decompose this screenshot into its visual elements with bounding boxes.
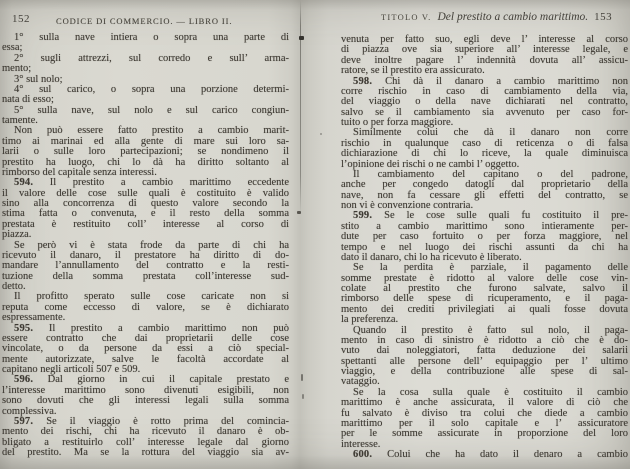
text-line: ratore, se il prestito era assicurato.: [341, 65, 485, 77]
text-line: spettanti alle persone dell’ equipaggio per l’ ultimo: [341, 355, 628, 367]
text-line: Similmente colui che dà il danaro non corre: [353, 127, 628, 139]
text-line: tuito o per forza maggiore.: [341, 117, 454, 128]
text-line: vuto dai noleggiatori, fatta deduzione dei salarii: [341, 345, 628, 357]
text-line: fu salvato è diviso tra colui che diede a cambio: [341, 407, 628, 419]
text-line: mento;: [2, 63, 32, 75]
text-line: mento in caso di sinistro è ridotto a ciò che è do-: [341, 334, 628, 346]
text-line: sono dovuti che gli interessi legali sulla somma: [2, 395, 289, 407]
text-line: mente autorizzate, salve le facoltà accordate al: [2, 353, 289, 365]
text-line: deve inoltre pagare l’ indennità dovuta all’ assicu-: [341, 54, 628, 66]
text-line: di piazza ove sia superiore all’ interesse legale, e: [341, 44, 628, 56]
text-line: 595. Il prestito a cambio marittimo non può: [14, 322, 289, 334]
text-line: espressamente.: [2, 312, 66, 324]
running-header-titolo: TITOLO V.: [381, 12, 432, 22]
text-line: interesse.: [341, 438, 381, 450]
text-line: stito a cambio marittimo sono intieramente per-: [341, 220, 628, 232]
text-line: 2° sugli attrezzi, sul corredo e sull’ arma-: [14, 52, 289, 64]
text-line: tamente.: [2, 115, 38, 126]
text-line: per le somme assicurate in proporzione del loro: [341, 428, 628, 440]
text-line: non vi è convenzione contraria.: [341, 200, 474, 211]
text-line: stima fatta o convenuta, e il resto della somma: [2, 208, 289, 220]
text-line: prestito ha luogo, chi lo dà ha diritto soltanto al: [2, 156, 289, 168]
scan-artifact: [297, 211, 301, 214]
page-body-right: [341, 35, 628, 460]
scan-artifact: [302, 394, 304, 399]
page-left: [0, 0, 297, 469]
text-line: l’interesse marittimo sono divenuti esigibili, non: [2, 384, 289, 396]
text-line: detto.: [2, 281, 26, 292]
text-line: del prestito. Ma se la rottura del viaggio sia av-: [2, 447, 289, 458]
page-body-left: [2, 33, 289, 458]
running-header-subtitle: Del prestito a cambio marittimo.: [437, 11, 589, 23]
text-line: dute per caso fortuito o per forza maggiore, nel: [341, 231, 628, 243]
text-line: Se la cosa sulla quale è costituito il cambio: [353, 386, 628, 398]
text-line: 596. Dal giorno in cui il capitale prestato e: [14, 374, 289, 386]
text-line: Se la perdita è parziale, il pagamento delle: [353, 262, 628, 274]
text-line: essa;: [2, 42, 23, 54]
text-line: del viaggio o della nave dichiarati nel contratto,: [341, 96, 628, 108]
text-line: reputa come eccesso di valore, se è dichiarato: [2, 301, 289, 313]
text-line: 1° sulla nave intiera o sopra una parte di: [14, 32, 289, 43]
text-line: 597. Se il viaggio è rotto prima del comincia-: [14, 415, 289, 427]
text-line: Quando il prestito è fatto sul nolo, il paga-: [353, 324, 628, 336]
text-line: rischio in qualunque caso di reticenza o di falsa: [341, 137, 628, 149]
text-line: mento dei rischi, chi ha ricevuto il danaro è ob-: [2, 426, 289, 438]
running-header-right: [381, 11, 612, 23]
text-line: l’opinione dei rischi o ne cambi l’ oggetto.: [341, 158, 520, 170]
text-line: capitano negli articoli 507 e 509.: [2, 364, 141, 375]
text-line: anche per congedo datogli dal proprietario della: [341, 179, 628, 191]
text-line: corre rischio in caso di cambiamento della via,: [341, 85, 628, 97]
text-line: complessiva.: [2, 405, 57, 417]
text-line: 5° sulla nave, sul nolo e sul carico congiun-: [14, 104, 289, 116]
text-line: timo ai marinai ed alla gente di mare sui loro sa-: [2, 135, 289, 147]
text-line: Non può essere fatto prestito a cambio marit-: [14, 125, 289, 137]
text-line: tuzione della somma prestata coll’interesse sud-: [2, 270, 289, 282]
page-right: [315, 0, 630, 469]
text-line: il valore delle cose sulle quali è costituito è valido: [2, 187, 289, 199]
running-header-left: CODICE DI COMMERCIO. — LIBRO II.: [56, 16, 233, 26]
text-line: 598. Chi dà il danaro a cambio marittimo non: [353, 75, 628, 87]
text-line: bligato a restituirlo coll’ interesse legale dal giorno: [2, 436, 289, 448]
text-line: rimborso del capitale senza interessi.: [2, 166, 157, 178]
text-line: dato il danaro, chi lo ha ricevuto è liberato.: [341, 251, 522, 263]
text-line: mento dei crediti privilegiati ai quali fosse dovuta: [341, 303, 628, 315]
text-line: 599. Se le cose sulle quali fu costituito il pre-: [353, 210, 628, 222]
text-line: nave, non fa cessare gli effetti del contratto, se: [341, 189, 628, 201]
text-line: vincolate, o da persone da essi a ciò special-: [2, 343, 289, 355]
text-line: 600. Colui che ha dato il denaro a cambio: [353, 449, 628, 460]
text-line: vataggio.: [341, 376, 380, 388]
text-line: rimborso delle spese di ricuperamento, e il paga-: [341, 293, 628, 305]
text-line: 594. Il prestito a cambio marittimo eccedente: [14, 177, 289, 189]
text-line: 4° sul carico, o sopra una porzione determi-: [14, 83, 289, 95]
text-line: salvo se il cambiamento sia avvenuto per caso for-: [341, 106, 628, 118]
text-line: Il profitto sperato sulle cose caricate non si: [14, 291, 289, 303]
text-line: la preferenza.: [341, 314, 399, 326]
text-line: nata di esso;: [2, 94, 54, 106]
text-line: sino alla concorrenza di questo valore secondo la: [2, 198, 289, 209]
text-line: dichiarazione di chi lo riceve, la quale diminuisca: [341, 148, 628, 160]
text-line: ricevuto il danaro, il prestatore ha diritto di do-: [2, 249, 289, 261]
text-line: tempo e nel luogo dei rischi assunti da chi ha: [341, 241, 628, 253]
text-line: venuta per fatto suo, egli deve l’ interesse al corso: [341, 34, 628, 45]
scan-artifact: [299, 36, 304, 40]
text-line: mandare l’annullamento del contratto e la resti-: [2, 260, 289, 272]
text-line: somme prestate è ridotto al valore delle cose vin-: [341, 272, 628, 284]
scan-artifact: [301, 374, 303, 381]
text-line: colate al prestito che furono salvate, salvo il: [341, 283, 628, 294]
text-line: Se però vi è stata frode da parte di chi ha: [14, 239, 289, 251]
text-line: 3° sul nolo;: [14, 73, 63, 85]
page-number-right: 153: [594, 11, 613, 23]
text-line: essere contratto che dai proprietarii delle cose: [2, 332, 289, 344]
text-line: marittimo è anche assicurata, il valore di ciò che: [341, 397, 628, 409]
text-line: prestata è restituito coll’ interesse al corso di: [2, 218, 289, 230]
text-line: marittimo per il solo capitale e l’ assicuratore: [341, 417, 628, 429]
text-line: viaggio, e della contribuzione alle spese di sal-: [341, 366, 628, 377]
text-line: larii o sulle loro partecipazioni; se nondimeno il: [2, 146, 289, 158]
binding-gutter-line: [300, 0, 301, 214]
page-number-left: 152: [12, 13, 30, 25]
text-line: piazza.: [2, 229, 32, 241]
text-line: Il cambiamento del capitano o del padrone,: [353, 168, 628, 180]
